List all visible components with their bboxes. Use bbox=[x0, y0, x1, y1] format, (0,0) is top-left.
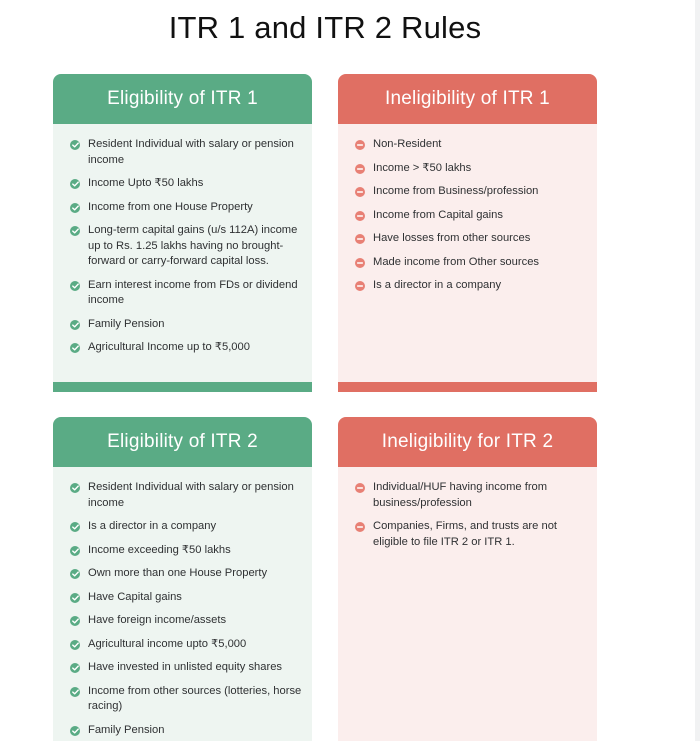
list-item-label: Own more than one House Property bbox=[88, 567, 268, 579]
list-item bbox=[70, 519, 302, 535]
list-item-label: Income exceeding ₹50 lakhs bbox=[88, 543, 231, 556]
list-item bbox=[70, 660, 302, 676]
itr1-eligibility-header: Eligibility of ITR 1 bbox=[53, 74, 312, 124]
minus-circle-icon bbox=[355, 187, 365, 197]
page-title: ITR 1 and ITR 2 Rules bbox=[168, 10, 482, 45]
check-circle-icon bbox=[70, 663, 80, 673]
list-item bbox=[355, 231, 587, 247]
check-circle-icon bbox=[70, 281, 80, 291]
list-item-label: Income > ₹50 lakhs bbox=[373, 161, 472, 174]
minus-circle-icon bbox=[355, 258, 365, 268]
check-circle-icon bbox=[70, 687, 80, 697]
minus-circle-icon bbox=[355, 211, 365, 221]
itr1-ineligibility-footer bbox=[338, 382, 597, 392]
itr1-eligibility-list bbox=[53, 124, 312, 356]
page-edge bbox=[695, 0, 700, 741]
list-item-label: Have Capital gains bbox=[88, 590, 182, 603]
list-item bbox=[70, 543, 302, 559]
list-item-label: Income from Business/profession bbox=[373, 185, 539, 197]
list-item bbox=[355, 208, 587, 224]
list-item bbox=[355, 184, 587, 200]
check-circle-icon bbox=[70, 593, 80, 603]
check-circle-icon bbox=[70, 483, 80, 493]
itr1-eligibility-card bbox=[53, 74, 312, 392]
list-item-label: Income Upto ₹50 lakhs bbox=[88, 177, 204, 189]
list-item-label: Income from other sources (lotteries, horse racing) bbox=[88, 684, 302, 712]
list-item-label: Agricultural income upto ₹5,000 bbox=[88, 637, 247, 650]
list-item bbox=[70, 278, 302, 309]
list-item-label: Is a director in a company bbox=[88, 520, 217, 532]
minus-circle-icon bbox=[355, 522, 365, 532]
list-item-label: Have invested in unlisted equity shares bbox=[88, 661, 283, 673]
list-item bbox=[355, 480, 587, 511]
list-item-label: Non-Resident bbox=[373, 138, 442, 150]
list-item bbox=[70, 223, 302, 270]
list-item-label: Income from one House Property bbox=[88, 200, 253, 213]
list-item bbox=[70, 340, 302, 356]
list-item-label: Individual/HUF having income from business/profession bbox=[373, 481, 548, 509]
minus-circle-icon bbox=[355, 483, 365, 493]
itr2-ineligibility-card bbox=[338, 417, 597, 741]
list-item-label: Have losses from other sources bbox=[373, 232, 531, 244]
list-item bbox=[355, 255, 587, 271]
list-item-label: Earn interest income from FDs or dividend income bbox=[88, 278, 298, 306]
itr1-ineligibility-header: Ineligibility of ITR 1 bbox=[338, 74, 597, 124]
check-circle-icon bbox=[70, 616, 80, 626]
check-circle-icon bbox=[70, 546, 80, 556]
itr1-ineligibility-list bbox=[338, 124, 597, 294]
minus-circle-icon bbox=[355, 281, 365, 291]
list-item-label: Family Pension bbox=[88, 317, 165, 330]
itr2-ineligibility-header: Ineligibility for ITR 2 bbox=[338, 417, 597, 467]
itr1-eligibility-footer bbox=[53, 382, 312, 392]
check-circle-icon bbox=[70, 522, 80, 532]
list-item-label: Is a director in a company bbox=[373, 279, 502, 291]
list-item bbox=[355, 137, 587, 153]
list-item bbox=[70, 176, 302, 192]
minus-circle-icon bbox=[355, 164, 365, 174]
list-item-label: Long-term capital gains (u/s 112A) income up to Rs. 1.25 lakhs having no brought-forward or carry-forward capital loss. bbox=[88, 224, 298, 267]
list-item-label: Companies, Firms, and trusts are not eligible to file ITR 2 or ITR 1. bbox=[373, 520, 558, 548]
list-item bbox=[70, 613, 302, 629]
check-circle-icon bbox=[70, 140, 80, 150]
list-item bbox=[355, 278, 587, 294]
minus-circle-icon bbox=[355, 234, 365, 244]
check-circle-icon bbox=[70, 640, 80, 650]
list-item bbox=[70, 590, 302, 606]
list-item bbox=[355, 161, 587, 177]
list-item-label: Resident Individual with salary or pension income bbox=[88, 481, 294, 509]
list-item-label: Income from Capital gains bbox=[373, 208, 503, 221]
list-item bbox=[70, 684, 302, 715]
list-item bbox=[70, 566, 302, 582]
check-circle-icon bbox=[70, 179, 80, 189]
check-circle-icon bbox=[70, 726, 80, 736]
check-circle-icon bbox=[70, 226, 80, 236]
list-item bbox=[70, 637, 302, 653]
itr2-eligibility-card bbox=[53, 417, 312, 741]
list-item-label: Agricultural Income up to ₹5,000 bbox=[88, 341, 250, 353]
list-item bbox=[70, 723, 302, 739]
minus-circle-icon bbox=[355, 140, 365, 150]
list-item-label: Resident Individual with salary or pension income bbox=[88, 138, 294, 166]
itr2-eligibility-header: Eligibility of ITR 2 bbox=[53, 417, 312, 467]
list-item bbox=[70, 200, 302, 216]
list-item bbox=[355, 519, 587, 550]
check-circle-icon bbox=[70, 203, 80, 213]
list-item-label: Made income from Other sources bbox=[373, 255, 540, 268]
check-circle-icon bbox=[70, 343, 80, 353]
check-circle-icon bbox=[70, 320, 80, 330]
list-item bbox=[70, 137, 302, 168]
itr1-ineligibility-card bbox=[338, 74, 597, 392]
itr2-ineligibility-list bbox=[338, 467, 597, 550]
list-item bbox=[70, 317, 302, 333]
itr2-eligibility-list bbox=[53, 467, 312, 738]
list-item bbox=[70, 480, 302, 511]
list-item-label: Have foreign income/assets bbox=[88, 614, 227, 626]
check-circle-icon bbox=[70, 569, 80, 579]
list-item-label: Family Pension bbox=[88, 723, 165, 736]
